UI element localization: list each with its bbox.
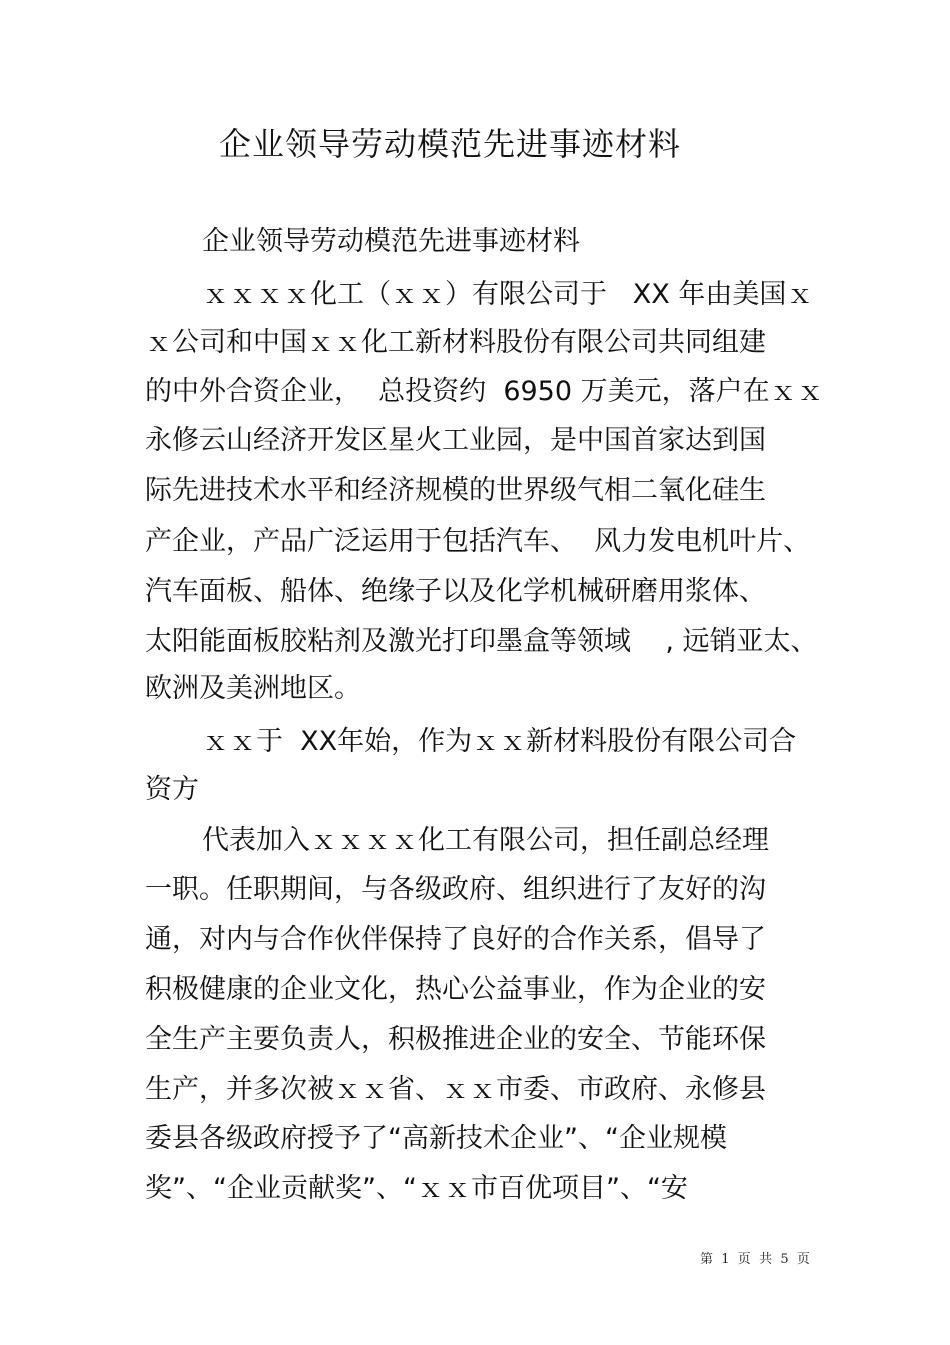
body-line: ｘ公司和中国ｘｘ化工新材料股份有限公司共同组建 (145, 327, 766, 358)
body-line: 产企业，产品广泛运用于包括汽车、 风力发电机叶片、 (145, 526, 811, 557)
body-line: 际先进技术水平和经济规模的世界级气相二氧化硅生 (145, 475, 766, 506)
body-line: 委县各级政府授予了“高新技术企业”、“企业规模 (145, 1123, 727, 1154)
body-line: 的中外合资企业， 总投资约 6950 万美元，落户在ｘｘ (145, 376, 824, 407)
document-title: 企业领导劳动模范先进事迹材料 (218, 125, 681, 163)
body-line: 汽车面板、船体、绝缘子以及化学机械研磨用浆体、 (145, 576, 766, 607)
page-number: 第 1 页 共 5 页 (700, 1252, 810, 1267)
body-line: 积极健康的企业文化，热心公益事业，作为企业的安 (145, 974, 766, 1005)
body-line: 代表加入ｘｘｘｘ化工有限公司，担任副总经理 (202, 825, 769, 856)
body-line: ｘｘ于 XX年始，作为ｘｘ新材料股份有限公司合 (202, 726, 797, 757)
body-line: 资方 (145, 774, 199, 805)
body-line: 欧洲及美洲地区。 (145, 673, 361, 704)
body-line: 永修云山经济开发区星火工业园，是中国首家达到国 (145, 425, 766, 456)
body-line: 全生产主要负责人，积极推进企业的安全、节能环保 (145, 1024, 766, 1055)
body-line: 奖”、“企业贡献奖”、“ｘｘ市百优项目”、“安 (145, 1173, 688, 1204)
subtitle-line: 企业领导劳动模范先进事迹材料 (202, 226, 580, 257)
body-line: 通，对内与合作伙伴保持了良好的合作关系，倡导了 (145, 924, 766, 955)
body-line: 太阳能面板胶粘剂及激光打印墨盒等领域 , 远销亚太、 (145, 626, 818, 657)
body-line: 生产，并多次被ｘｘ省、ｘｘ市委、市政府、永修县 (145, 1074, 766, 1105)
body-line: ｘｘｘｘ化工（ｘｘ）有限公司于 XX 年由美国ｘ (202, 279, 814, 310)
body-line: 一职。任职期间，与各级政府、组织进行了友好的沟 (145, 874, 766, 905)
